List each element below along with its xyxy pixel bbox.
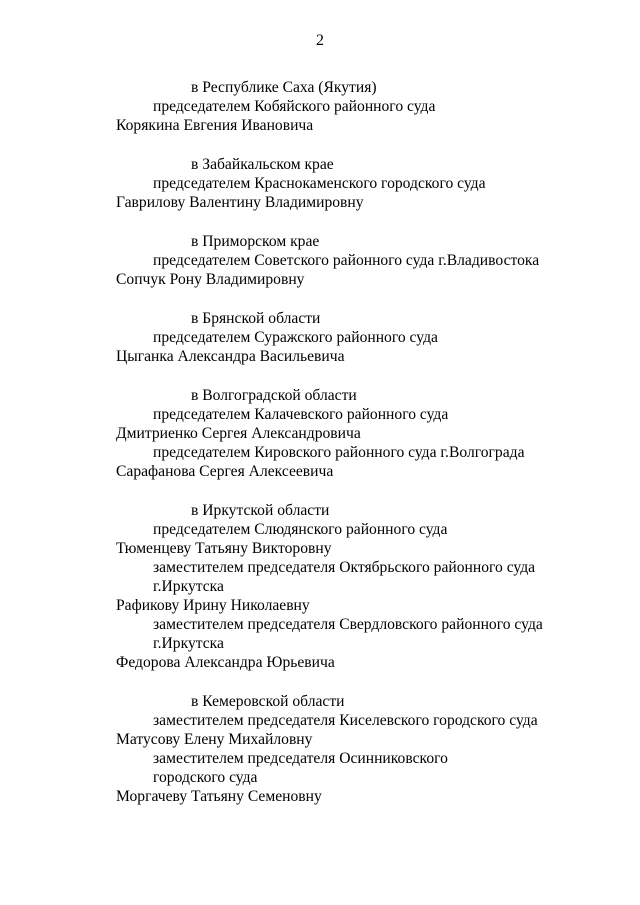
region-heading-kemerovo: в Кемеровской области bbox=[191, 693, 345, 710]
region-heading-primorsky: в Приморском крае bbox=[191, 233, 320, 250]
person-name: Корякина Евгения Ивановича bbox=[116, 117, 314, 134]
position-line: председателем Кировского районного суда г.Волгограда bbox=[153, 444, 525, 461]
page-number: 2 bbox=[316, 32, 324, 49]
region-heading-irkutsk: в Иркутской области bbox=[191, 502, 330, 519]
region-heading-sakha: в Республике Саха (Якутия) bbox=[191, 79, 377, 96]
position-line: председателем Краснокаменского городского суда bbox=[153, 175, 486, 192]
person-name: Моргачеву Татьяну Семеновну bbox=[116, 788, 322, 805]
position-line: заместителем председателя Свердловского районного суда bbox=[153, 616, 543, 633]
position-line-continuation: городского суда bbox=[153, 769, 258, 786]
position-line: председателем Кобяйского районного суда bbox=[153, 98, 436, 115]
position-line: председателем Слюдянского районного суда bbox=[153, 521, 448, 538]
region-heading-volgograd: в Волгоградской области bbox=[191, 387, 357, 404]
region-heading-bryansk: в Брянской области bbox=[191, 310, 321, 327]
person-name: Федорова Александра Юрьевича bbox=[116, 654, 335, 671]
person-name: Матусову Елену Михайловну bbox=[116, 731, 313, 748]
person-name: Сарафанова Сергея Алексеевича bbox=[116, 463, 334, 480]
region-heading-zabaikalsky: в Забайкальском крае bbox=[191, 156, 334, 173]
position-line: заместителем председателя Киселевского городского суда bbox=[153, 712, 538, 729]
position-line-continuation: г.Иркутска bbox=[153, 635, 224, 652]
position-line: заместителем председателя Октябрьского районного суда bbox=[153, 559, 536, 576]
position-line: председателем Калачевского районного суда bbox=[153, 406, 449, 423]
person-name: Гаврилову Валентину Владимировну bbox=[116, 194, 364, 211]
position-line: заместителем председателя Осинниковского bbox=[153, 750, 448, 767]
person-name: Тюменцеву Татьяну Викторовну bbox=[116, 540, 332, 557]
position-line-continuation: г.Иркутска bbox=[153, 578, 224, 595]
person-name: Цыганка Александра Васильевича bbox=[116, 348, 345, 365]
person-name: Дмитриенко Сергея Александровича bbox=[116, 425, 361, 442]
person-name: Сопчук Рону Владимировну bbox=[116, 271, 305, 288]
position-line: председателем Суражского районного суда bbox=[153, 329, 438, 346]
position-line: председателем Советского районного суда г.Владивостока bbox=[153, 252, 540, 269]
person-name: Рафикову Ирину Николаевну bbox=[116, 597, 310, 614]
